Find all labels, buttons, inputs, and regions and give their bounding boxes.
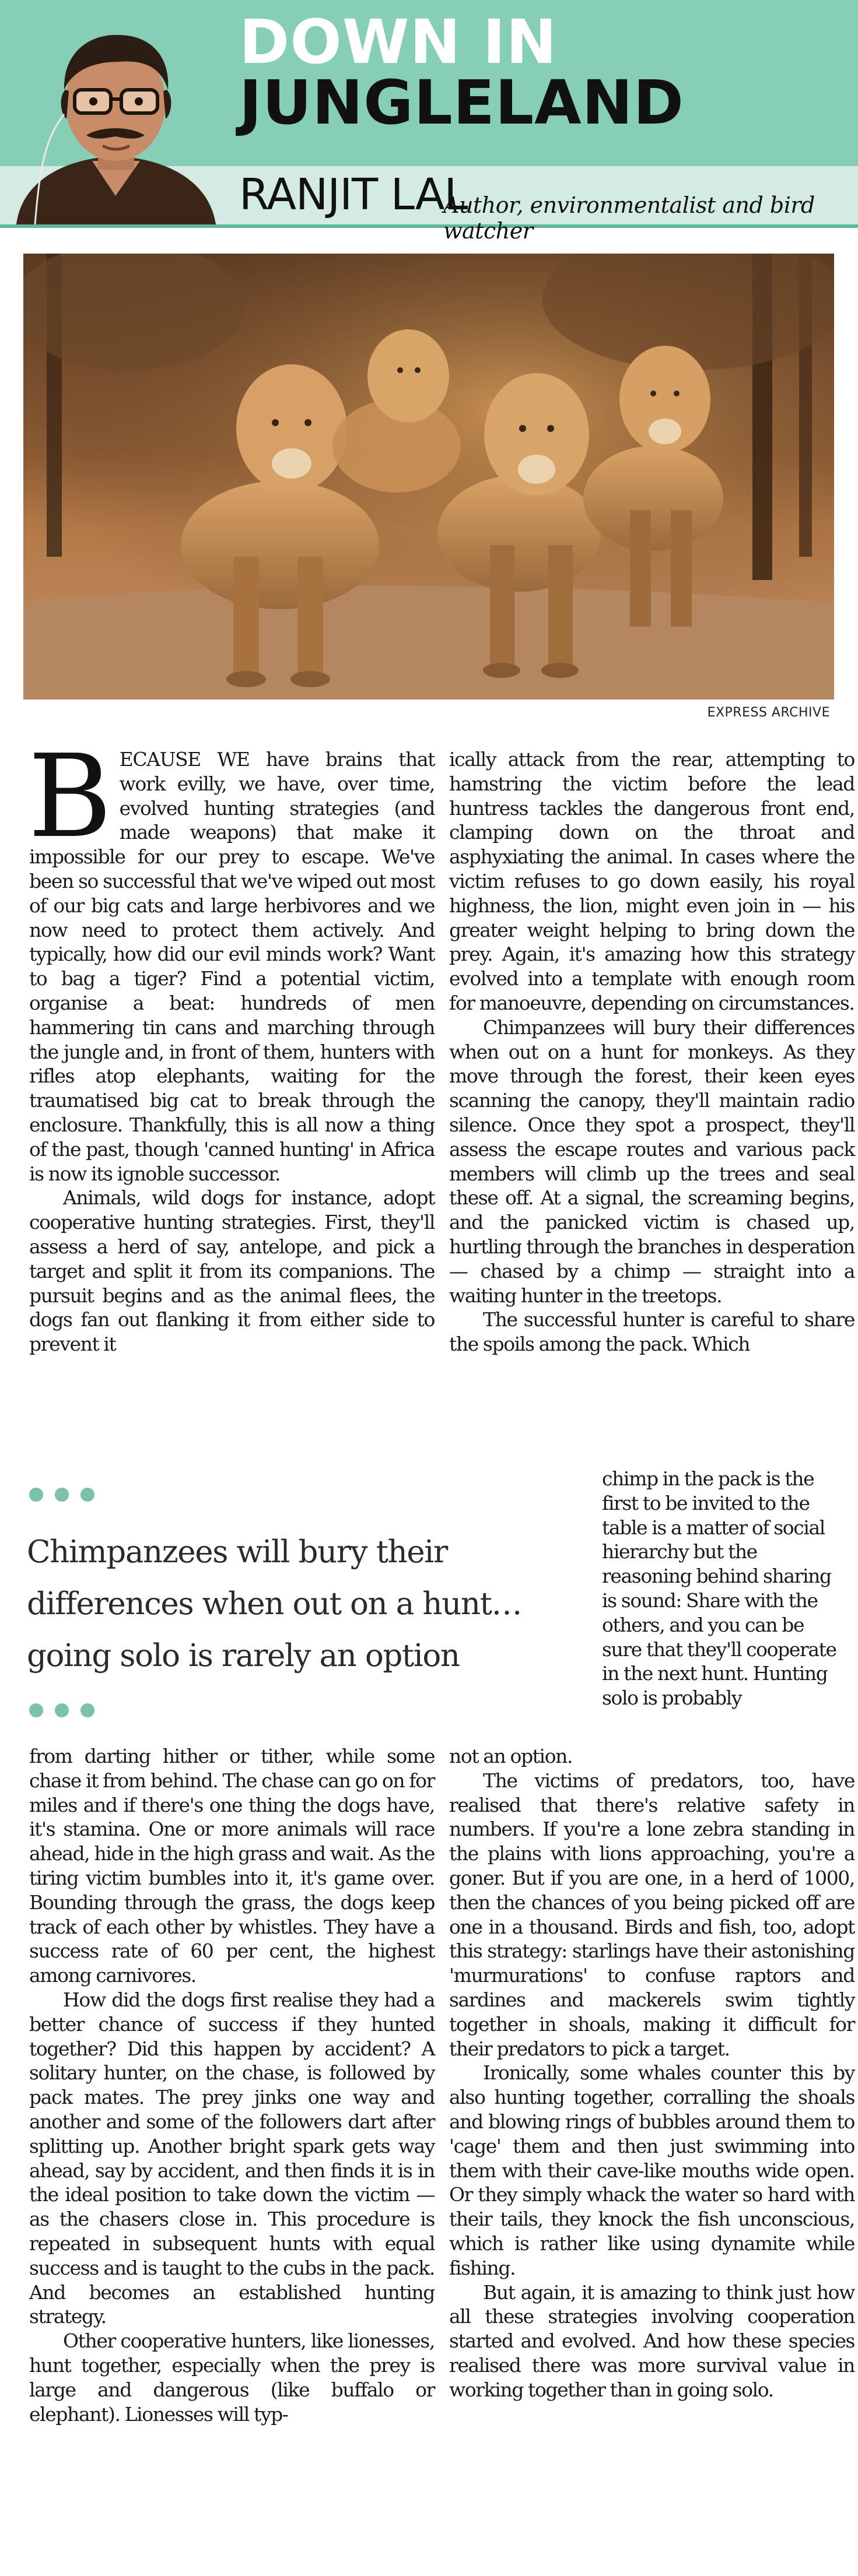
dot (55, 1703, 69, 1717)
author-description: Author, environmentalist and bird watcher (443, 192, 815, 244)
article-column-1 (28, 730, 435, 1356)
dot (29, 1703, 43, 1717)
author-name: RANJIT LAL (239, 170, 468, 220)
pullquote-dots-top (29, 1488, 94, 1502)
dot (55, 1488, 69, 1502)
lionesses-photo-image (23, 254, 834, 700)
photo-credit: EXPRESS ARCHIVE (707, 705, 830, 720)
dot (80, 1488, 94, 1502)
author-portrait-illustration (5, 21, 225, 224)
article-lead-text: ECAUSE WE have brains that work evilly, we have, over time, evolved hunting strategies (and made weapons) that make it impossible for our prey to escape. We've been so successful that we've wiped out most of our big cats and large herbivores and we now need to protect them actively. And typically, how did our evil minds work? Want to bag a tiger? Find a potential victim, organise a beat: hundreds of men hammering tin cans and marching through the jungle and, in front of them, hunters with rifles atop elephants, waiting for the traumatised big cat to break through the enclosure. Thankfully, this is all now a thing of the past, though 'canned hunting' in Africa is now its ignoble successor. (29, 748, 435, 1185)
article-paragraph: ically attack from the rear, attempting to hamstring the victim before the lead huntress tackles the dangerous front end, clamping down on the throat and asphyxiating the animal. In cases where the victim refuses to go down easily, his royal highness, the lion, might even join in — his greater weight helping to bring down the prey. Again, it's amazing how this strategy evolved into a template with enough room for manoeuvre, depending on circumstances. (449, 748, 855, 1014)
article-paragraph: not an option. (449, 1745, 573, 1767)
article-paragraph: from darting hither or tither, while some chase it from behind. The chase can go on for miles and if there's one thing the dogs have, it's stamina. One or more animals will race ahead, hide in the high grass and wait. As the tiring victim bumbles into it, it's game over. Bounding through the grass, the dogs keep track of each other by whistles. They have a success rate of 60 per cent, the highest among carnivores. (29, 1745, 435, 1987)
pull-quote: Chimpanzees will bury their differences when out on a hunt… going solo is rarely an option (27, 1534, 522, 1674)
lionesses-photo (23, 254, 834, 700)
pullquote-dots-bottom (29, 1703, 94, 1717)
article-paragraph: Other cooperative hunters, like lionesses, hunt together, especially when the prey is large and dangerous (like buffalo or elephant). Lionesses will typ- (29, 2329, 435, 2426)
article-column-2-narrow: chimp in the pack is the first to be invited to the table is a matter of social hierarchy but the reasoning behind sharing is sound: Share with the others, and you can be sure that they'll cooperate in the next hunt. Hunting solo is probably (602, 1467, 836, 1710)
article-column-2-lower (449, 1744, 855, 2402)
column-title (239, 6, 846, 138)
column-header (0, 0, 858, 244)
article-paragraph: Chimpanzees will bury their differences when out on a hunt for monkeys. As they move through the forest, their keen eyes scanning the canopy, they'll maintain radio silence. Once they spot a prospect, they'll assess the escape routes and various pack members will climb up the trees and seal these off. At a signal, the screaming begins, and the panicked victim is chased up, hurtling through the branches in desperation — chased by a chimp — straight into a waiting hunter in the treetops. (449, 1015, 855, 1307)
article-paragraph (28, 730, 435, 1186)
article-paragraph: The successful hunter is careful to share the spoils among the pack. Which (449, 1308, 855, 1356)
article-column-1-lower (29, 1744, 435, 2426)
drop-cap: B (28, 730, 111, 863)
article-paragraph: Animals, wild dogs for instance, adopt cooperative hunting strategies. First, they'll assess a herd of say, antelope, and pick a target and split it from its companions. The pursuit begins and as the animal flees, the dogs fan out flanking it from either side to prevent it (29, 1186, 435, 1356)
article-paragraph: But again, it is amazing to think just how all these strategies involving cooperation started and evolved. And how these species realised there was more survival value in working together than in going solo. (449, 2280, 855, 2401)
article-paragraph: Ironically, some whales counter this by also hunting together, corralling the shoals and blowing rings of bubbles around them to 'cage' them and then just swimming into them with their cave-like mouths wide open. Or they simply whack the water so hard with their tails, they knock the fish unconscious, which is rather like using dynamite while fishing. (449, 2061, 855, 2279)
column-title-line1: DOWN IN (239, 6, 558, 78)
article-column-2 (449, 747, 855, 1356)
article-paragraph: The victims of predators, too, have realised that there's relative safety in numbers. If you're a lone zebra standing in the plains with lions approaching, you're a goner. But if you are one, in a herd of 1000, then the chances of you being picked off are one in a thousand. Birds and fish, too, adopt this strategy: starlings have their astonishing 'murmurations' to confuse raptors and sardines and mackerels swim tightly together in shoals, making it difficult for their predators to pick a target. (449, 1769, 855, 2060)
column-title-line2: JUNGLELAND (239, 67, 684, 138)
article-paragraph: How did the dogs first realise they had a better chance of success if they hunted together? Did this happen by accident? A solitary hunter, on the chase, is followed by pack mates. The prey jinks one way and another and some of the followers dart after splitting up. Another bright spark gets way ahead, say by accident, and then finds it is in the ideal position to take down the victim — as the chasers close in. This procedure is repeated in subsequent hunts with equal success and is taught to the cubs in the pack. And becomes an established hunting strategy. (29, 1988, 435, 2328)
dot (80, 1703, 94, 1717)
dot (29, 1488, 43, 1502)
author-portrait (5, 21, 225, 224)
